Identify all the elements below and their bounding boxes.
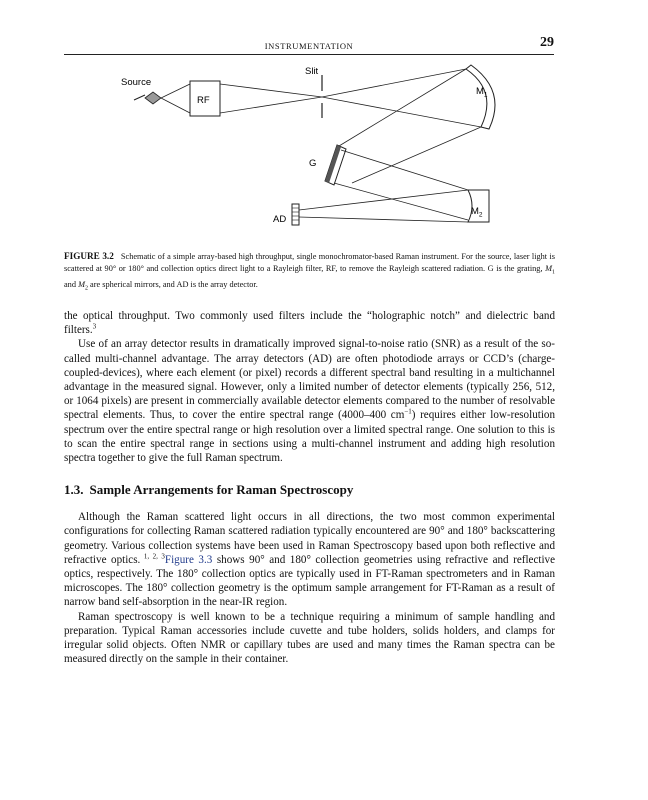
paragraph-3: [64, 510, 555, 609]
paragraph-4: Raman spectroscopy is well known to be a technique requiring a minimum of sample handling and preparation. Typical Raman accessories include cuvette and tube holders, solids holders, and clamps for irregular solid objects. Often NMR or capillary tubes are used and many times the Raman spectra can be measured directly on the sample in their container.: [64, 610, 555, 666]
refs-1-2-3: 1, 2, 3: [140, 552, 165, 561]
paragraph-3-text-a: Although the Raman scattered light occurs in all directions, the two most common experimental configurations for collecting Raman scattered radiation typically encountered are 90° and 180° backscattering geometry. Various collection systems have been used in Raman Spectroscopy based upon both reflective and refractive optics.: [64, 511, 555, 566]
rf-label: RF: [197, 95, 210, 106]
m2-label: $M_2$: [471, 206, 483, 219]
grating-ray-lower: [334, 183, 468, 220]
m2-ray-lower: [299, 217, 468, 222]
section-number: 1.3.: [64, 482, 84, 498]
figure-caption-label: FIGURE 3.2: [64, 251, 114, 261]
caption-m1-sub: 1: [552, 269, 555, 276]
slit-label: Slit: [305, 66, 319, 77]
caption-text-1: Schematic of a simple array-based high throughput, single monochromator-based Raman instrument. For the source, laser light is scattered at 90° or 180° and collection optics direct light to a Rayleigh filter, RF, to remove the Rayleigh scattered radiation. G is the grating,: [64, 252, 555, 273]
paragraph-1: [64, 309, 555, 337]
page-header: [64, 34, 554, 55]
mirror-m1: [466, 65, 495, 129]
ref-3: 3: [92, 322, 97, 331]
m1-ray-upper: [339, 69, 466, 146]
section-heading: [64, 482, 555, 498]
source-arm: [134, 95, 145, 100]
source-label: Source: [121, 77, 152, 88]
grating-ray-upper: [341, 150, 468, 190]
figure-3-3-link[interactable]: Figure 3.3: [164, 553, 213, 566]
caption-m2-sub: 2: [84, 285, 88, 292]
inverse-cm-exponent: −1: [404, 407, 412, 416]
figure-3-2-diagram: [0, 55, 648, 245]
figure-caption: [64, 250, 555, 294]
page-number: 29: [540, 35, 554, 50]
paragraph-2-text-a: Use of an array detector results in dramatically improved signal-to-noise ratio (SNR) as a result of the so-called multi-channel advantage. The array detectors (AD) are often photodiode arrays or CCD’s (charge-coupled-devices), where each element (or pixel) records a different spectral band resulting in a multichannel advantage in the measured signal. However, only a limited number of detector elements (typically 256, 512, or 1064 pixels) are present in commercially available detector elements compared to the number of resolvable spectral elements. Thus, to cover the entire spectral range (4000–400 cm: [64, 338, 555, 422]
source-ray-lower: [161, 98, 190, 113]
section-title: Sample Arrangements for Raman Spectroscopy: [89, 482, 354, 498]
grating-label: G: [309, 158, 317, 169]
caption-m1: M: [545, 264, 552, 273]
ad-label: AD: [273, 214, 287, 225]
paragraph-1-text: the optical throughput. Two commonly used filters include the “holographic notch” and dielectric band filters.: [64, 310, 555, 337]
paragraph-2-text-b: ) requires either low-resolution spectrum over the entire spectral range or high resolution over a limited spectral range. One solution to this is to scan the entire spectral range in sections using a multi-channel instrument and adding high resolution spectra together to give the full Raman spectrum.: [64, 409, 555, 465]
slit-ray-upper: [322, 69, 466, 97]
running-title: INSTRUMENTATION: [264, 41, 354, 51]
slit-ray-lower: [322, 97, 481, 127]
array-detector: [292, 204, 299, 225]
m1-ray-lower: [352, 127, 481, 183]
caption-text-2: and: [64, 279, 79, 289]
source-ray-upper: [161, 84, 190, 98]
paragraph-2: [64, 337, 555, 465]
rf-ray-upper: [220, 84, 322, 97]
source-diamond: [145, 92, 161, 104]
caption-text-3: are spherical mirrors, and AD is the array detector.: [87, 279, 258, 289]
m1-label: $M_1$: [476, 86, 488, 99]
m2-ray-upper: [299, 190, 468, 210]
body-text: [64, 309, 555, 666]
rf-ray-lower: [220, 97, 322, 113]
paragraph-3-text-b: shows 90° and 180° collection geometries using refractive and reflective optics, respectively. The 180° collection optics are typically used in FT-Raman spectrometers and in Raman microscopes. The 180° collection geometry is the optimum sample arrangement for FT-Raman as a result of narrow band self-absorption in the near-IR region.: [64, 553, 556, 609]
caption-m2: M: [78, 279, 85, 289]
